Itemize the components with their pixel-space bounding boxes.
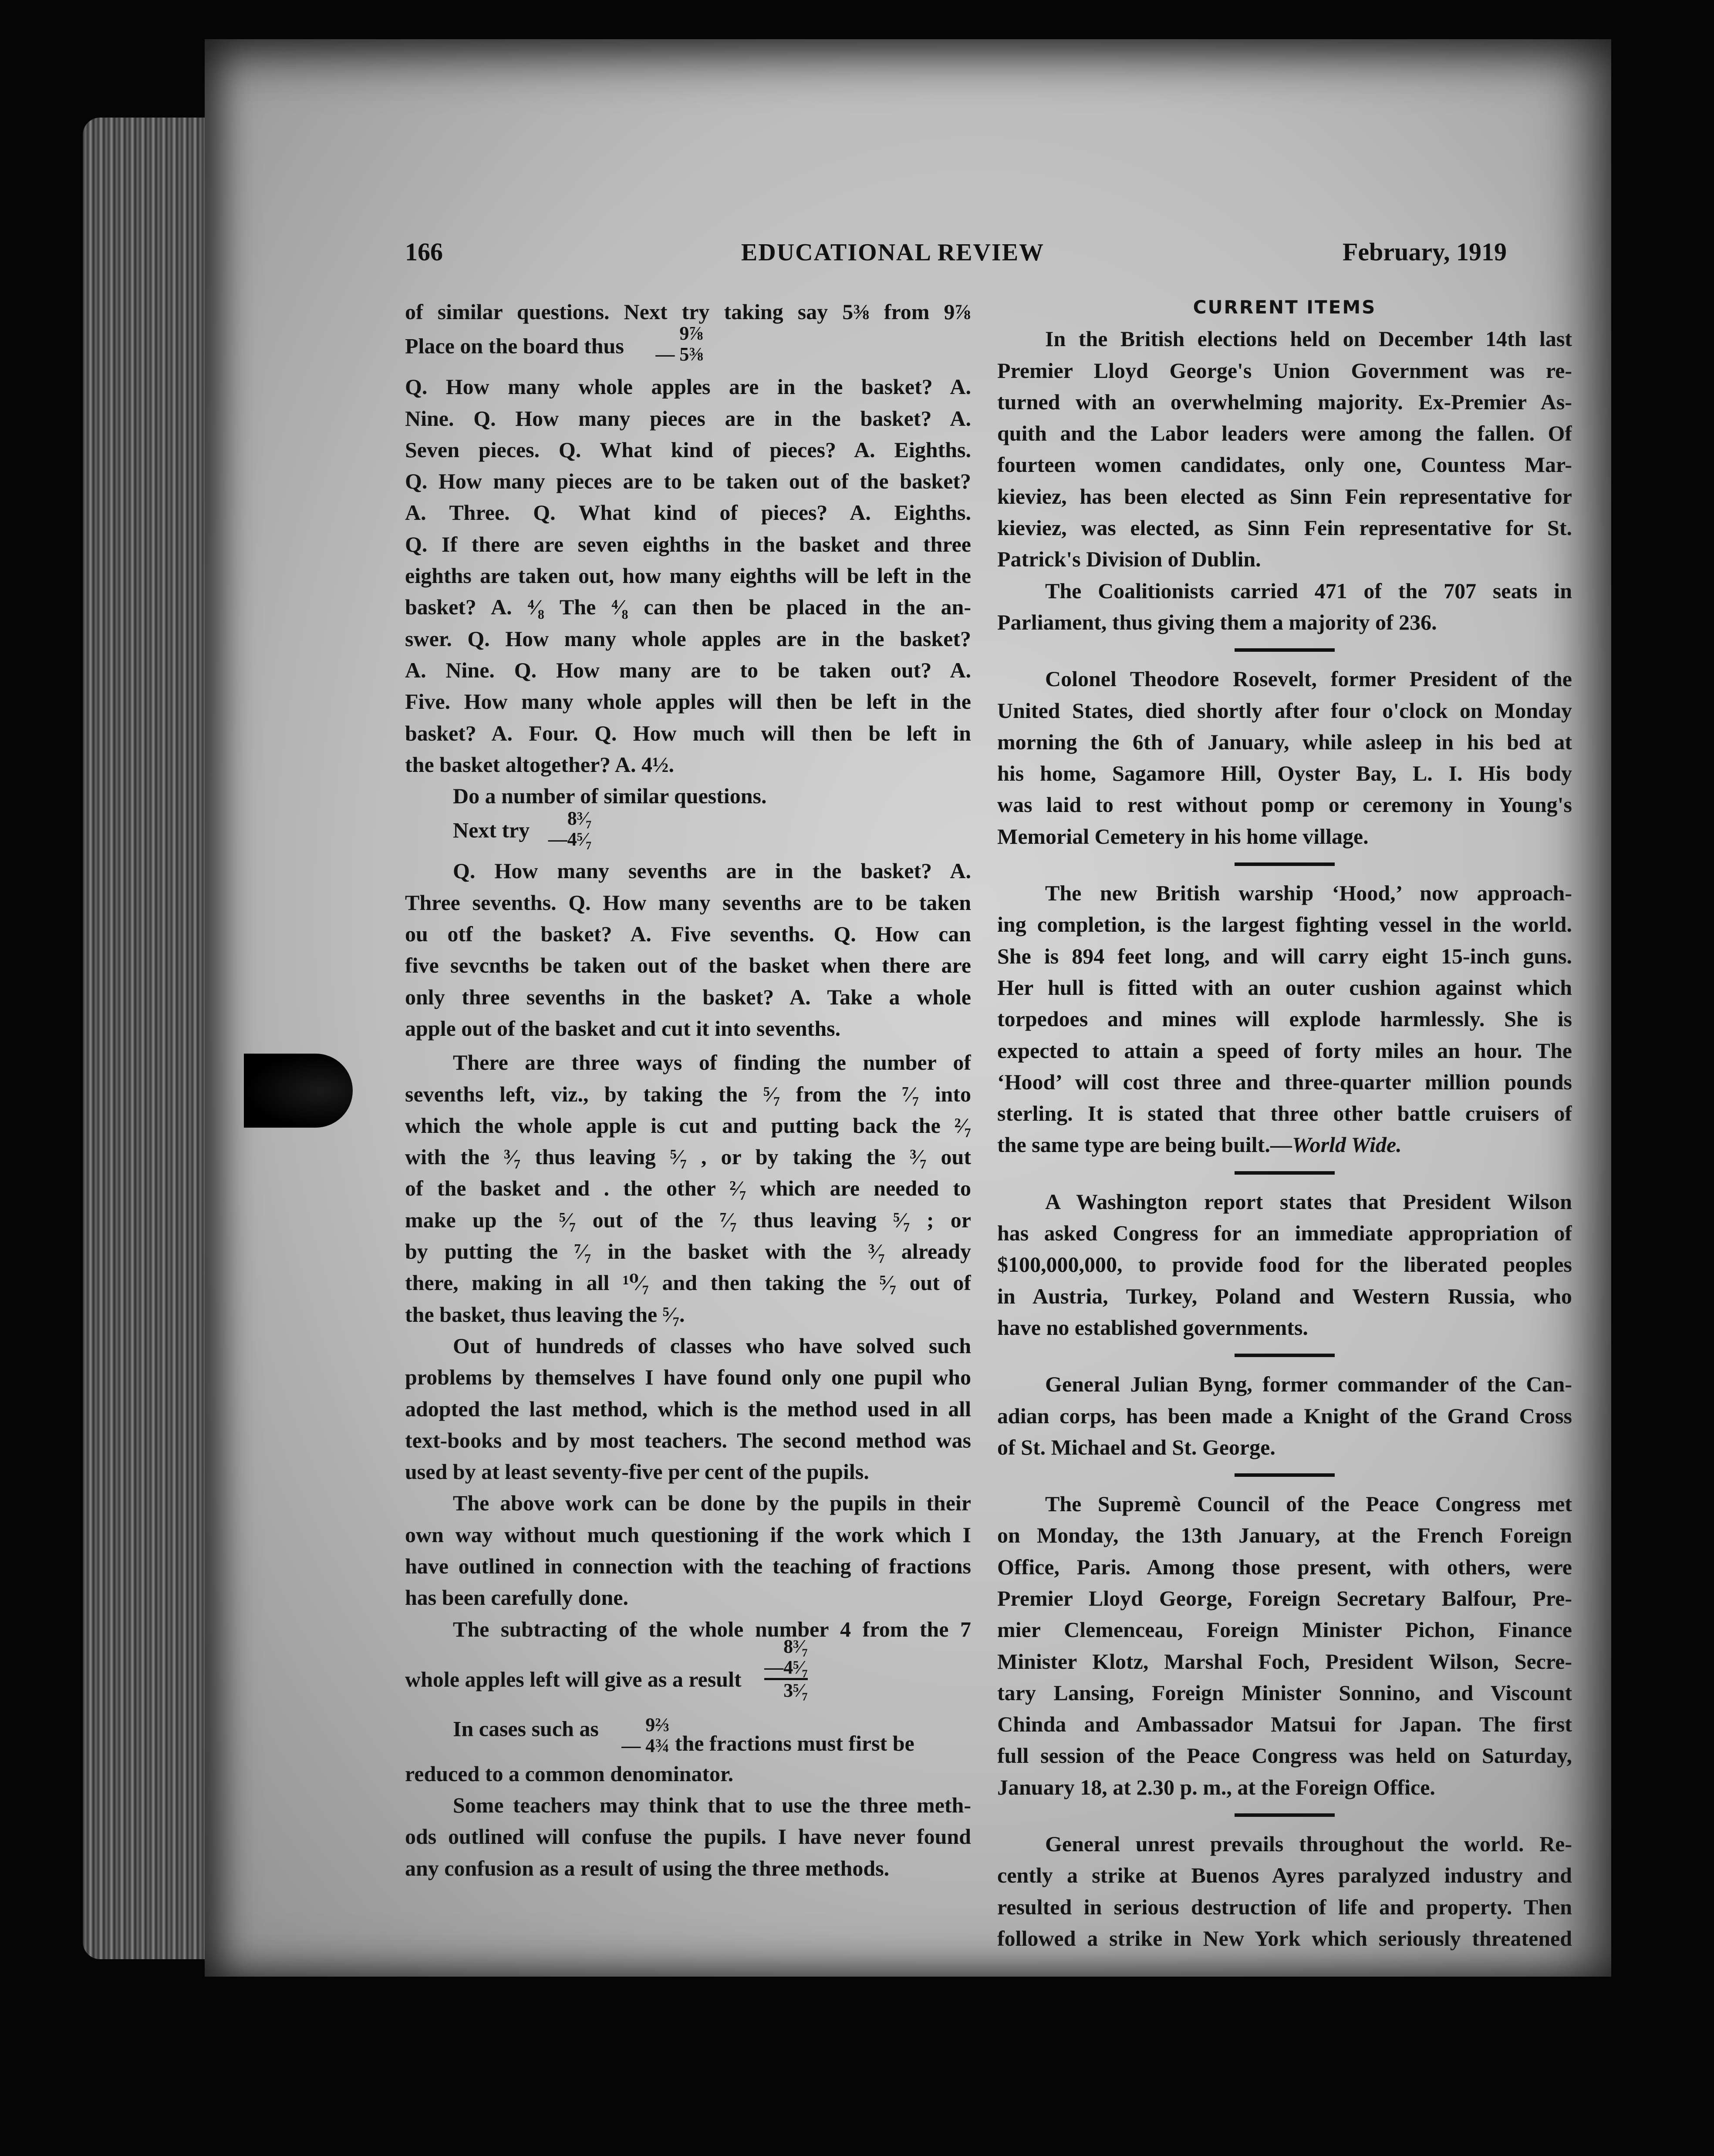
text-line: Premier Lloyd George, Foreign Secretary Balfour, Pre- [997,1586,1572,1610]
text-line: of the basket and . the other ²⁄₇ which are needed to [405,1176,971,1201]
text-line: has been carefully done. [405,1585,628,1610]
text-line: was laid to rest without pomp or ceremony in Young's [997,792,1572,817]
text-line: have outlined in connection with the teaching of fractions [405,1553,971,1578]
minuend: 9⅔ [645,1714,670,1735]
example-label: In cases such as [453,1716,599,1741]
text-line: morning the 6th of January, while asleep in his bed at [997,729,1572,754]
text-line: by putting the ⁷⁄₇ in the basket with the ³⁄₇ already [405,1239,971,1264]
separator-rule [1235,1354,1335,1357]
text-line: on Monday, the 13th January, at the French Foreign [997,1523,1572,1548]
text-line: Q. How many sevenths are in the basket? A. [453,859,971,883]
text-line: which the whole apple is cut and putting back the ²⁄₇ [405,1113,971,1138]
text-line: Office, Paris. Among those present, with others, were [997,1554,1572,1579]
text-line: ou otf the basket? A. Five sevenths. Q. How can [405,922,971,947]
text-line: has asked Congress for an immediate appropriation of [997,1221,1572,1246]
text-line: followed a strike in New York which seriously threatened [997,1926,1572,1951]
text-line: The new British warship ‘Hood,’ now approach- [1045,881,1572,906]
text-line: used by at least seventy-five per cent of the pupils. [405,1459,869,1484]
text-line: turned with an overwhelming majority. Ex-Premier As- [997,389,1572,414]
text-line: January 18, at 2.30 p. m., at the Foreign Office. [997,1775,1435,1799]
text-line: A. Nine. Q. How many are to be taken out? A. [405,657,971,682]
text-line: torpedoes and mines will explode harmlessly. She is [997,1007,1572,1031]
text-line: General unrest prevails throughout the world. Re- [1045,1832,1572,1856]
subtrahend: —4⁵⁄₇ [764,1656,808,1678]
text-line: Premier Lloyd George's Union Government was re- [997,358,1572,383]
text-line: problems by themselves I have found only one pupil who [405,1365,971,1390]
text-line: Seven pieces. Q. What kind of pieces? A. Eighths. [405,437,971,462]
text-line: Do a number of similar questions. [453,784,767,808]
text-line: The above work can be done by the pupils in their [453,1491,971,1516]
text-line: Parliament, thus giving them a majority of 236. [997,610,1437,634]
text-line: there, making in all ¹⁰⁄₇ and then taking the ⁵⁄₇ out of [405,1270,971,1295]
text-line: Q. If there are seven eighths in the basket and three [405,532,971,556]
text-line: She is 894 feet long, and will carry eight 15-inch guns. [997,943,1572,968]
text-line: ‘Hood’ will cost three and three-quarter million pounds [997,1069,1572,1094]
page-number: 166 [405,238,443,266]
fraction-stack [655,323,703,365]
subtrahend: —4⁵⁄₇ [548,829,592,850]
source-credit: World Wide. [1292,1132,1402,1157]
text-line: Out of hundreds of classes who have solved such [453,1333,971,1358]
text-line: A. Three. Q. What kind of pieces? A. Eighths. [405,500,971,525]
text-line: United States, died shortly after four o'clock on Monday [997,698,1572,723]
text-line: Three sevenths. Q. How many sevenths are to be taken [405,890,971,915]
text-line: There are three ways of finding the number of [453,1050,971,1075]
text-line: ing completion, is the largest fighting vessel in the world. [997,912,1572,937]
text-line: his home, Sagamore Hill, Oyster Bay, L. I. His body [997,761,1572,786]
text-line: Memorial Cemetery in his home village. [997,824,1369,849]
text-fragment: the same type are being built.— [997,1132,1292,1157]
minuend: 8³⁄₇ [567,808,592,829]
text-line: reduced to a common denominator. [405,1761,734,1786]
text-line: The Supremè Council of the Peace Congress met [1045,1492,1572,1516]
example-label: Next try [453,818,530,842]
page-header [405,237,1507,266]
minuend: 8³⁄₇ [783,1635,808,1657]
separator-rule [1235,648,1335,652]
minuend: 9⅞ [679,323,704,344]
text-line: Her hull is fitted with an outer cushion against which [997,975,1572,1000]
text-line: apple out of the basket and cut it into sevenths. [405,1016,841,1041]
text-line: only three sevenths in the basket? A. Take a whole [405,984,971,1009]
subtrahend: — 4¾ [621,1735,670,1756]
text-line: of similar questions. Next try taking say 5⅜ from 9⅞ [405,300,971,324]
text-line: Chinda and Ambassador Matsui for Japan. The first [997,1712,1572,1737]
text-line: quith and the Labor leaders were among the fallen. Of [997,421,1572,446]
text-line: expected to attain a speed of forty miles an hour. The [997,1038,1572,1063]
text-line: eighths are taken out, how many eighths will be left in the [405,563,971,588]
journal-title: EDUCATIONAL REVIEW [741,239,1045,266]
subtraction-example-2 [405,808,971,855]
text-line: adian corps, has been made a Knight of the Grand Cross [997,1403,1572,1428]
text-line: Nine. Q. How many pieces are in the basket? A. [405,406,971,431]
text-line: Patrick's Division of Dublin. [997,547,1261,572]
subtraction-example-1 [405,323,971,371]
text-line: The Coalitionists carried 471 of the 707 seats in [1045,578,1572,603]
text-line: have no established governments. [997,1315,1308,1340]
text-line: make up the ⁵⁄₇ out of the ⁷⁄₇ thus leaving ⁵⁄₇ ; or [405,1207,971,1232]
text-line: A Washington report states that President Wilson [1045,1189,1572,1214]
text-line: In the British elections held on December 14th last [1045,327,1572,351]
text-line: of St. Michael and St. George. [997,1435,1275,1459]
text-line: own way without much questioning if the work which I [405,1522,971,1547]
issue-date: February, 1919 [1343,238,1507,266]
text-line: in Austria, Turkey, Poland and Western Russia, who [997,1283,1572,1308]
text-line: Q. How many pieces are to be taken out of the basket? [405,469,971,494]
text-line: kieviez, was elected, as Sinn Fein representative for St. [997,515,1572,540]
subtraction-example-4 [405,1710,971,1758]
text-line [997,1129,1572,1160]
text-line: resulted in serious destruction of life and property. Then [997,1894,1572,1919]
text-line: Five. How many whole apples will then be left in the [405,689,971,714]
text-line: tary Lansing, Foreign Minister Sonnino, and Viscount [997,1680,1572,1705]
scanned-page [205,39,1611,1977]
text-line: Q. How many whole apples are in the basket? A. [405,374,971,399]
subtrahend: — 5⅜ [655,344,704,365]
right-column [997,292,1572,1954]
text-line: cently a strike at Buenos Ayres paralyzed industry and [997,1863,1572,1888]
text-line: the basket, thus leaving the ⁵⁄₇. [405,1302,685,1327]
text-line: sterling. It is stated that three other battle cruisers of [997,1101,1572,1126]
text-line: basket? A. ⁴⁄₈ The ⁴⁄₈ can then be placed in the an- [405,595,971,620]
fraction-stack [621,1715,669,1756]
separator-rule [1235,862,1335,866]
text-line: with the ³⁄₇ thus leaving ⁵⁄₇ , or by taking the ³⁄₇ out [405,1145,971,1169]
text-line: basket? A. Four. Q. How much will then be left in [405,721,971,745]
example-label: Place on the board thus [405,334,624,358]
section-title: CURRENT ITEMS [1193,296,1377,318]
result: 3⁵⁄₇ [764,1678,808,1701]
text-line: adopted the last method, which is the method used in all [405,1396,971,1421]
text-line: the basket altogether? A. 4½. [405,752,674,777]
fraction-stack [764,1636,808,1701]
example-suffix: the fractions must first be [675,1731,914,1756]
text-line: Minister Klotz, Marshal Foch, President Wilson, Secre- [997,1649,1572,1674]
text-line: The subtracting of the whole number 4 from the 7 [453,1617,971,1641]
text-line: sevenths left, viz., by taking the ⁵⁄₇ from the ⁷⁄₇ into [405,1081,971,1106]
subtraction-example-3 [405,1635,971,1710]
example-label: whole apples left will give as a result [405,1667,742,1691]
left-column [405,296,971,1884]
text-line: $100,000,000, to provide food for the liberated peoples [997,1252,1572,1277]
separator-rule [1235,1473,1335,1477]
text-line: Colonel Theodore Rosevelt, former President of the [1045,667,1572,691]
separator-rule [1235,1813,1335,1817]
text-line: swer. Q. How many whole apples are in the basket? [405,626,971,651]
thumb-shadow [244,1054,353,1128]
text-line: text-books and by most teachers. The second method was [405,1428,971,1452]
text-line: any confusion as a result of using the three methods. [405,1856,890,1880]
text-line: full session of the Peace Congress was held on Saturday, [997,1743,1572,1768]
text-line: ods outlined will confuse the pupils. I have never found [405,1824,971,1849]
text-line: kieviez, has been elected as Sinn Fein representative for [997,484,1572,509]
text-line: General Julian Byng, former commander of the Can- [1045,1372,1572,1397]
fraction-stack [548,808,592,850]
text-line: Some teachers may think that to use the three meth- [453,1793,971,1818]
text-line: five sevcnths be taken out of the basket when there are [405,953,971,978]
separator-rule [1235,1171,1335,1175]
text-line: mier Clemenceau, Foreign Minister Pichon, Finance [997,1617,1572,1642]
text-line: fourteen women candidates, only one, Countess Mar- [997,452,1572,477]
